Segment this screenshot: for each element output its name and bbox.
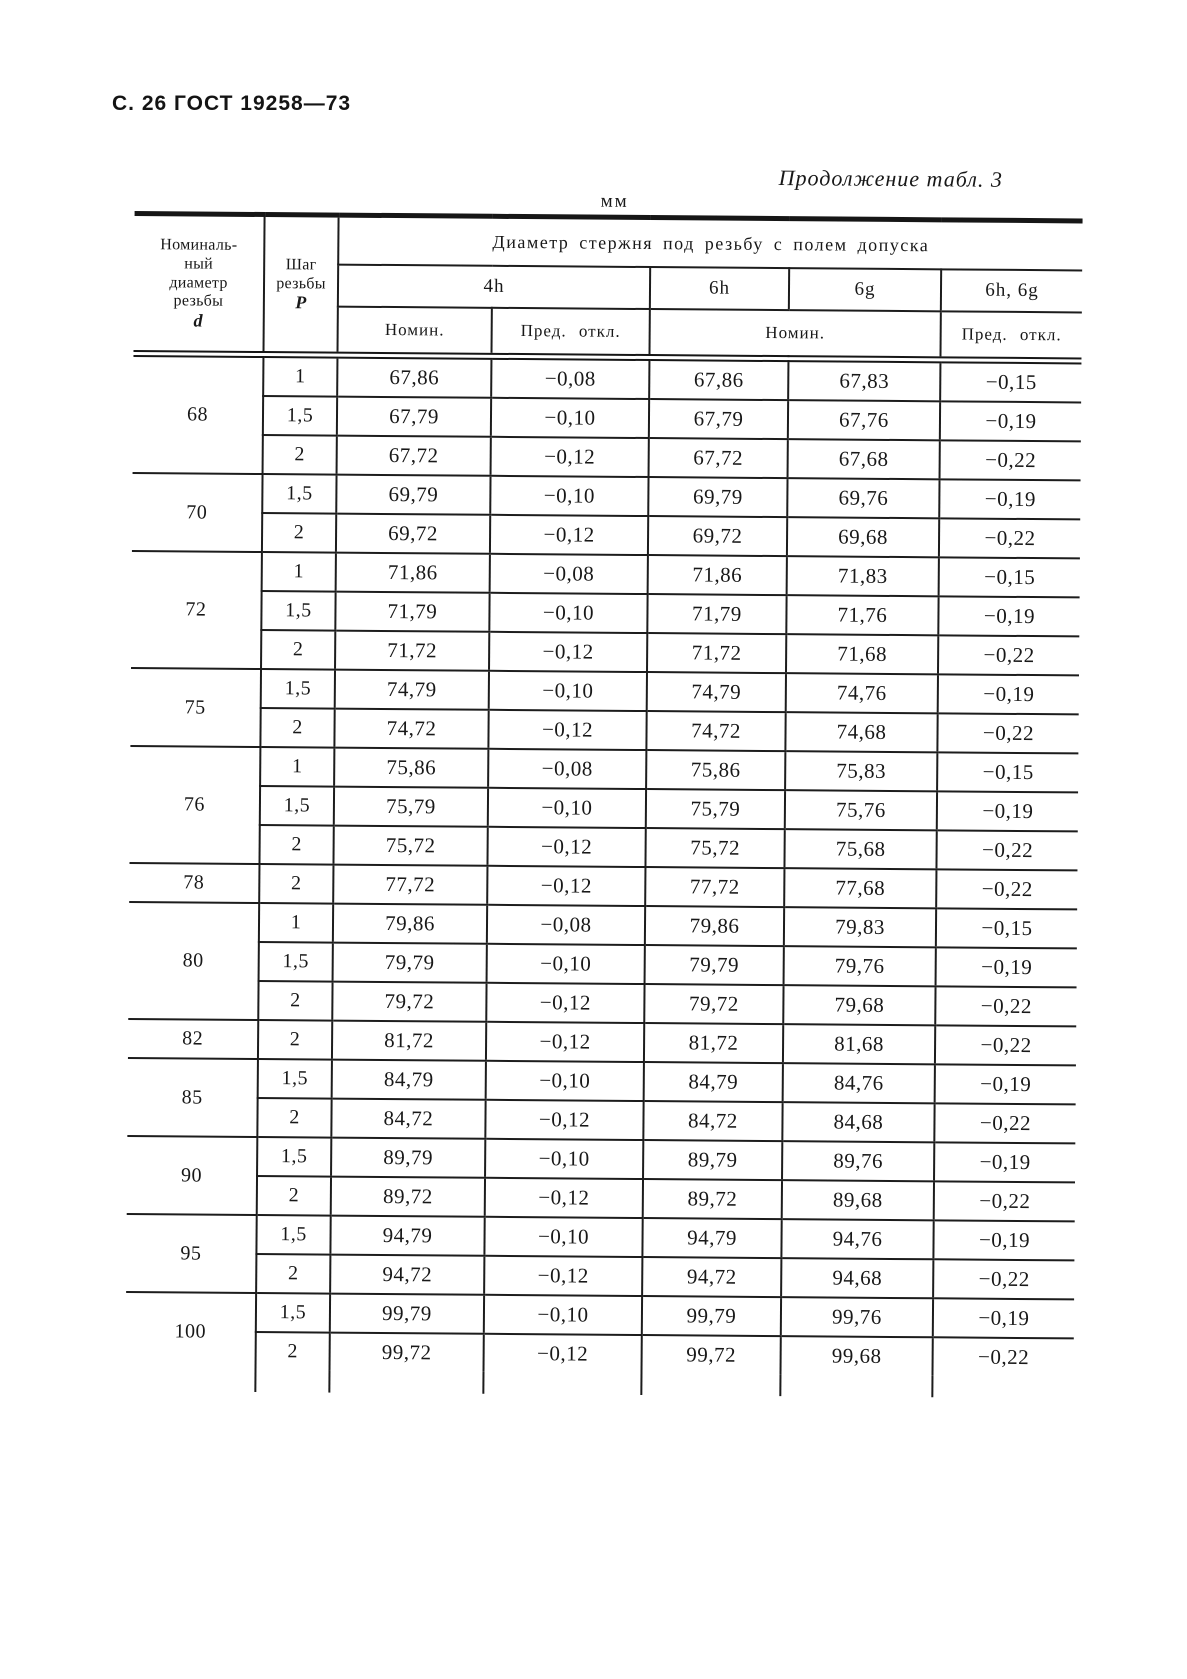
cell-nominal-4h: 75,79 [334,787,488,827]
cell-deviation-6h-6g: −0,19 [933,1298,1074,1338]
cell-deviation-6h-6g: −0,15 [939,557,1080,597]
units-label: мм [600,190,629,212]
cell-deviation-4h: −0,12 [490,515,648,555]
cell-nominal-6g: 99,68 [780,1336,932,1375]
cell-deviation-4h: −0,12 [488,710,646,750]
cell-nominal-4h: 77,72 [333,865,487,905]
cell-pitch: 2 [257,1098,331,1138]
header-pitch-symbol: P [295,292,307,313]
cell-nominal-4h: 84,72 [331,1099,485,1139]
cell-pitch: 2 [256,1254,330,1294]
header-nominal-diameter [133,213,264,354]
cell-nominal-4h: 84,79 [332,1060,486,1100]
cell-nominal-6g: 79,83 [784,907,936,947]
thread-diameter-table [125,211,1082,1398]
cell-pitch: 1 [260,747,334,787]
cell-diameter: 100 [174,1319,207,1343]
cell-deviation-4h: −0,10 [488,788,646,828]
header-deviation-6h-6g: Пред. откл. [940,311,1081,361]
rule-extension-cell [641,1373,780,1396]
cell-nominal-6h: 84,79 [644,1062,783,1102]
cell-nominal-6g: 84,76 [783,1063,935,1103]
cell-deviation-4h: −0,10 [489,593,647,633]
cell-nominal-6g: 69,76 [787,478,939,518]
cell-deviation-4h: −0,12 [485,1100,643,1140]
cell-pitch: 2 [263,435,337,475]
cell-deviation-4h: −0,12 [486,1022,644,1062]
cell-deviation-4h: −0,08 [490,554,648,594]
cell-nominal-6g: 67,76 [788,400,940,440]
cell-nominal-4h: 69,79 [336,475,490,515]
cell-deviation-6h-6g: −0,22 [937,713,1078,753]
cell-nominal-6h: 71,72 [647,633,786,673]
cell-deviation-6h-6g: −0,22 [936,830,1077,870]
cell-deviation-4h: −0,12 [486,983,644,1023]
cell-deviation-6h-6g: −0,19 [937,791,1078,831]
cell-deviation-6h-6g: −0,22 [940,440,1081,480]
cell-diameter: 72 [131,551,262,669]
cell-nominal-6h: 94,72 [642,1257,781,1297]
cell-nominal-6g: 71,76 [786,595,938,635]
header-tolerance-4h: 4h [338,265,650,309]
cell-pitch: 2 [261,630,335,670]
cell-pitch: 1 [259,903,333,943]
cell-deviation-6h-6g: −0,19 [939,479,1080,519]
table-head [133,213,1082,360]
cell-nominal-4h: 67,86 [337,355,491,398]
cell-nominal-4h: 74,79 [335,670,489,710]
cell-nominal-6g: 74,76 [786,673,938,713]
cell-diameter: 75 [130,668,261,747]
cell-pitch: 2 [259,825,333,865]
cell-deviation-4h: −0,10 [485,1139,643,1179]
cell-deviation-4h: −0,12 [487,827,645,867]
cell-pitch: 1,5 [263,396,337,436]
cell-diameter: 82 [128,1019,258,1059]
cell-nominal-6g: 89,76 [782,1141,934,1181]
cell-deviation-4h: −0,12 [484,1334,642,1373]
cell-nominal-6h: 75,79 [646,789,785,829]
cell-nominal-6h: 79,86 [645,906,784,946]
cell-nominal-6g: 79,76 [784,946,936,986]
cell-nominal-6g: 67,68 [788,439,940,479]
cell-deviation-4h: −0,12 [489,632,647,672]
cell-diameter: 90 [127,1136,258,1215]
cell-nominal-4h: 71,86 [336,553,490,593]
rule-extension-cell [329,1371,483,1394]
cell-nominal-6g: 71,83 [787,556,939,596]
cell-diameter: 80 [128,902,259,1020]
cell-pitch: 1,5 [258,1059,332,1099]
cell-deviation-4h: −0,10 [491,398,649,438]
cell-nominal-6h: 81,72 [644,1023,783,1063]
cell-pitch: 1,5 [256,1293,330,1333]
cell-deviation-6h-6g: −0,15 [940,360,1081,403]
cell-deviation-6h-6g: −0,19 [933,1220,1074,1260]
cell-diameter: 70 [132,473,263,552]
cell-deviation-6h-6g: −0,22 [934,1181,1075,1221]
cell-deviation-6h-6g: −0,15 [936,908,1077,948]
continuation-title: Продолжение табл. 3 [778,165,1003,192]
cell-pitch: 1,5 [261,591,335,631]
cell-deviation-4h: −0,12 [484,1256,642,1296]
rule-extension-cell [780,1374,932,1397]
cell-nominal-6h: 75,72 [645,828,784,868]
cell-nominal-4h: 89,79 [331,1138,485,1178]
cell-nominal-6h: 99,79 [642,1296,781,1336]
cell-pitch: 2 [259,864,333,904]
cell-nominal-6g: 75,68 [784,829,936,869]
cell-nominal-4h: 99,72 [330,1333,484,1372]
rule-extension-cell [932,1375,1073,1398]
header-pitch [263,215,338,356]
cell-deviation-6h-6g: −0,19 [935,1064,1076,1104]
cell-deviation-4h: −0,08 [487,905,645,945]
cell-nominal-6h: 89,79 [643,1140,782,1180]
cell-diameter: 68 [133,353,264,474]
cell-nominal-6h: 71,86 [648,555,787,595]
cell-deviation-4h: −0,10 [484,1217,642,1257]
cell-nominal-6g: 75,83 [785,751,937,791]
rule-extension-cell [483,1372,641,1395]
cell-nominal-4h: 67,79 [337,397,491,437]
header-nominal-diameter-symbol: d [193,310,203,331]
cell-pitch: 2 [262,513,336,553]
header-tolerance-6g: 6g [789,268,941,311]
cell-nominal-6g: 81,68 [783,1024,935,1064]
cell-nominal-6g: 94,76 [781,1219,933,1259]
cell-nominal-6g: 74,68 [785,712,937,752]
cell-nominal-6g: 94,68 [781,1258,933,1298]
header-nominal-6h-6g: Номин. [649,309,940,360]
header-deviation-4h: Пред. откл. [491,308,649,358]
cell-deviation-4h: −0,10 [490,476,648,516]
cell-deviation-6h-6g: −0,22 [932,1337,1073,1376]
cell-diameter: 76 [129,746,260,864]
header-tolerance-6h-6g: 6h, 6g [941,269,1082,312]
cell-nominal-6h: 69,79 [648,477,787,517]
cell-nominal-6g: 77,68 [784,868,936,908]
cell-deviation-4h: −0,08 [488,749,646,789]
cell-deviation-4h: −0,10 [489,671,647,711]
cell-nominal-4h: 79,72 [332,982,486,1022]
cell-nominal-6h: 79,72 [644,984,783,1024]
cell-deviation-6h-6g: −0,19 [940,401,1081,441]
cell-nominal-6h: 75,86 [646,750,785,790]
cell-deviation-6h-6g: −0,19 [938,674,1079,714]
cell-pitch: 1,5 [260,786,334,826]
cell-nominal-4h: 75,86 [334,748,488,788]
cell-deviation-4h: −0,12 [491,437,649,477]
cell-nominal-6h: 74,72 [646,711,785,751]
header-row-span [134,213,1082,270]
cell-pitch: 1,5 [256,1215,330,1255]
cell-nominal-4h: 74,72 [334,709,488,749]
cell-nominal-4h: 81,72 [332,1021,486,1061]
header-span-title: Диаметр стержня под резьбу с полем допуска [338,215,1082,270]
cell-diameter: 95 [126,1214,257,1293]
cell-nominal-6h: 77,72 [645,867,784,907]
cell-nominal-4h: 99,79 [330,1294,484,1334]
cell-deviation-4h: −0,08 [491,356,649,399]
cell-nominal-6g: 79,68 [783,985,935,1025]
cell-deviation-6h-6g: −0,22 [938,635,1079,675]
cell-nominal-4h: 67,72 [337,436,491,476]
cell-deviation-4h: −0,10 [487,944,645,984]
cell-nominal-6g: 89,68 [782,1180,934,1220]
cell-deviation-6h-6g: −0,22 [935,1025,1076,1065]
table-row [133,353,1081,402]
cell-pitch: 2 [258,1020,332,1060]
cell-nominal-6h: 84,72 [643,1101,782,1141]
header-pitch-text: Шаг резьбы [276,255,326,293]
cell-deviation-4h: −0,10 [486,1061,644,1101]
cell-nominal-6h: 89,72 [643,1179,782,1219]
cell-nominal-6h: 67,86 [649,358,788,401]
cell-pitch: 1,5 [257,1137,331,1177]
cell-nominal-6g: 67,83 [788,359,940,402]
cell-deviation-4h: −0,10 [484,1295,642,1335]
cell-nominal-4h: 94,79 [330,1216,484,1256]
cell-pitch: 2 [260,708,334,748]
cell-nominal-6h: 67,72 [649,438,788,478]
cell-nominal-6g: 69,68 [787,517,939,557]
header-nominal-4h: Номин. [337,307,491,357]
cell-deviation-4h: −0,12 [487,866,645,906]
cell-nominal-6h: 74,79 [647,672,786,712]
cell-nominal-6h: 69,72 [648,516,787,556]
header-nominal-diameter-text: Номиналь- ный диаметр резьбы [160,235,238,311]
table-sheet [125,161,1083,1398]
cell-nominal-4h: 75,72 [333,826,487,866]
cell-nominal-6g: 84,68 [782,1102,934,1142]
cell-deviation-6h-6g: −0,19 [934,1142,1075,1182]
cell-pitch: 1,5 [261,669,335,709]
cell-nominal-6g: 75,76 [785,790,937,830]
header-tolerance-6h: 6h [650,267,789,310]
cell-nominal-6h: 94,79 [642,1218,781,1258]
cell-deviation-6h-6g: −0,22 [936,869,1077,909]
cell-nominal-6h: 79,79 [645,945,784,985]
cell-nominal-4h: 71,79 [335,592,489,632]
cell-nominal-4h: 89,72 [331,1177,485,1217]
cell-pitch: 1 [263,355,337,397]
cell-nominal-6h: 71,79 [647,594,786,634]
page-number-header: С. 26 ГОСТ 19258—73 [112,92,352,115]
cell-pitch: 1 [262,552,336,592]
cell-nominal-4h: 79,86 [333,904,487,944]
cell-pitch: 1,5 [259,942,333,982]
cell-deviation-6h-6g: −0,22 [933,1259,1074,1299]
cell-deviation-6h-6g: −0,22 [935,986,1076,1026]
cell-pitch: 2 [256,1332,330,1371]
cell-nominal-6g: 71,68 [786,634,938,674]
cell-deviation-6h-6g: −0,22 [934,1103,1075,1143]
cell-deviation-6h-6g: −0,19 [936,947,1077,987]
cell-deviation-6h-6g: −0,19 [938,596,1079,636]
cell-nominal-4h: 79,79 [333,943,487,983]
rule-extension-cell [125,1369,255,1392]
cell-deviation-6h-6g: −0,22 [939,518,1080,558]
cell-nominal-6h: 67,79 [649,399,788,439]
cell-nominal-4h: 71,72 [335,631,489,671]
cell-deviation-6h-6g: −0,15 [937,752,1078,792]
cell-nominal-4h: 94,72 [330,1255,484,1295]
rule-extension-cell [255,1370,329,1393]
cell-nominal-4h: 69,72 [336,514,490,554]
table-body [125,353,1081,1398]
cell-pitch: 2 [257,1176,331,1216]
cell-deviation-4h: −0,12 [485,1178,643,1218]
cell-diameter: 78 [129,863,259,903]
cell-diameter: 85 [127,1058,258,1137]
cell-pitch: 2 [258,981,332,1021]
cell-pitch: 1,5 [262,474,336,514]
cell-nominal-6h: 99,72 [641,1335,780,1374]
cell-nominal-6g: 99,76 [781,1297,933,1337]
